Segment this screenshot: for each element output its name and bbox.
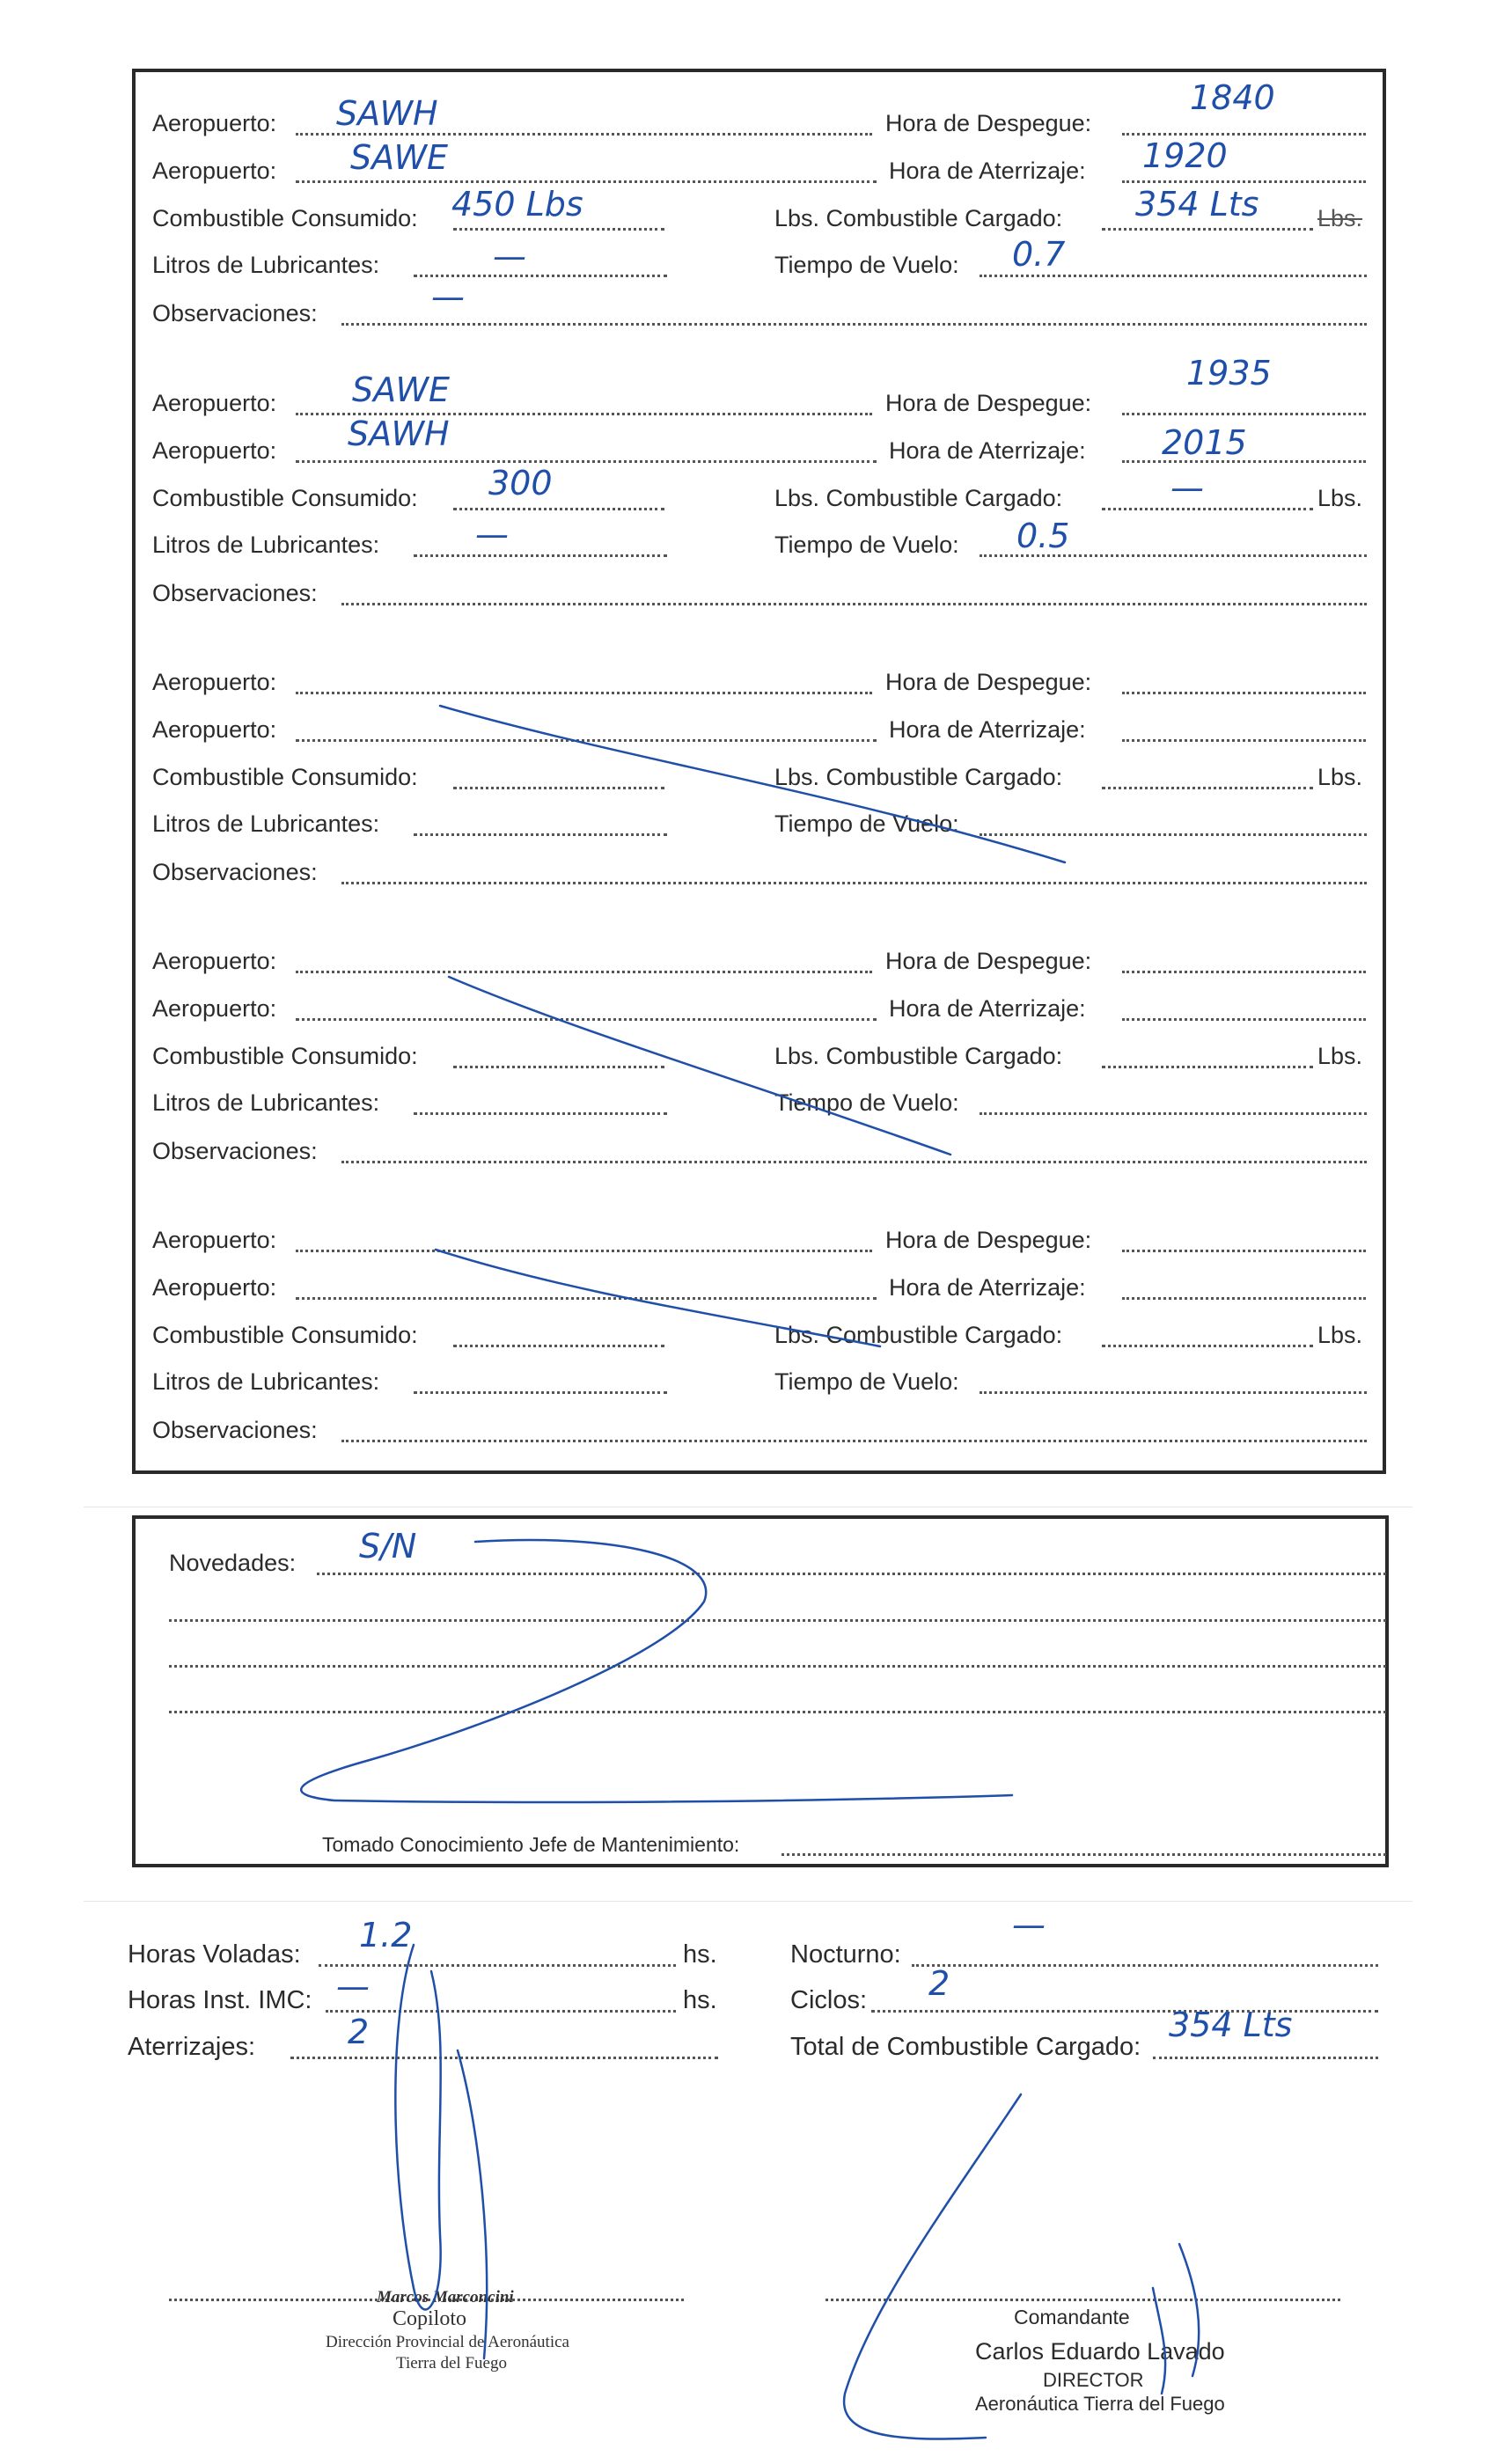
copiloto-stamp-name: Marcos Marconcini (377, 2288, 514, 2306)
landing-label: Hora de Aterrizaje: (889, 716, 1086, 743)
takeoff-label: Hora de Despegue: (885, 948, 1092, 974)
observations-label: Observaciones: (152, 1138, 318, 1164)
fuel-loaded-label: Lbs. Combustible Cargado: (774, 1043, 1063, 1069)
cancel-stroke-block-5 (436, 1250, 880, 1346)
fuel-consumed-value[interactable]: 450 Lbs (451, 185, 583, 224)
cancel-stroke-block-3 (440, 706, 1065, 862)
ciclos-label: Ciclos: (790, 1986, 868, 2014)
fuel-loaded-value[interactable]: 354 Lts (1135, 185, 1259, 224)
ciclos-value[interactable]: 2 (928, 1964, 950, 2003)
observations-label: Observaciones: (152, 1417, 318, 1443)
airport-to-value[interactable]: SAWH (348, 414, 450, 453)
airport-from-value[interactable]: SAWE (352, 370, 451, 409)
aterrizajes-value[interactable]: 2 (348, 2013, 370, 2051)
airport-from-label: Aeropuerto: (152, 110, 277, 136)
airport-to-label: Aeropuerto: (152, 716, 277, 743)
airport-to-label: Aeropuerto: (152, 1274, 277, 1301)
lbs-unit: Lbs. (1317, 764, 1363, 790)
nocturno-value[interactable]: — (1012, 1905, 1046, 1944)
horas-voladas-value[interactable]: 1.2 (359, 1916, 413, 1954)
ack-label: Tomado Conocimiento Jefe de Mantenimiento: (322, 1833, 740, 1856)
horas-imc-value[interactable]: — (336, 1967, 370, 2006)
comandante-label: Comandante (1014, 2306, 1130, 2328)
fuel-loaded-label: Lbs. Combustible Cargado: (774, 1322, 1063, 1348)
observations-value[interactable]: — (431, 277, 465, 316)
lubricants-label: Litros de Lubricantes: (152, 1089, 380, 1116)
total-combustible-value[interactable]: 354 Lts (1169, 2006, 1293, 2044)
hs-unit: hs. (683, 1940, 717, 1969)
flight-time-label: Tiempo de Vuelo: (774, 1368, 959, 1395)
landing-label: Hora de Aterrizaje: (889, 437, 1086, 464)
comandante-org: Aeronáutica Tierra del Fuego (975, 2393, 1225, 2415)
fuel-consumed-label: Combustible Consumido: (152, 1043, 418, 1069)
takeoff-label: Hora de Despegue: (885, 110, 1092, 136)
copiloto-stamp-role: Copiloto (393, 2307, 467, 2330)
comandante-signature (844, 2094, 1199, 2439)
landing-value[interactable]: 2015 (1162, 423, 1247, 462)
copiloto-stamp-place: Tierra del Fuego (396, 2354, 507, 2372)
novedades-value[interactable]: S/N (359, 1527, 417, 1566)
comandante-name: Carlos Eduardo Lavado (975, 2338, 1225, 2365)
airport-to-label: Aeropuerto: (152, 158, 277, 184)
flight-time-label: Tiempo de Vuelo: (774, 810, 959, 837)
landing-label: Hora de Aterrizaje: (889, 1274, 1086, 1301)
lubricants-label: Litros de Lubricantes: (152, 532, 380, 558)
lbs-unit: Lbs. (1317, 205, 1363, 231)
aterrizajes-label: Aterrizajes: (128, 2033, 256, 2061)
lubricants-value[interactable]: — (493, 237, 526, 275)
fuel-loaded-label: Lbs. Combustible Cargado: (774, 205, 1063, 231)
takeoff-value[interactable]: 1935 (1186, 354, 1272, 392)
fuel-consumed-label: Combustible Consumido: (152, 205, 418, 231)
comandante-role: DIRECTOR (1043, 2369, 1144, 2391)
lubricants-label: Litros de Lubricantes: (152, 1368, 380, 1395)
airport-from-label: Aeropuerto: (152, 669, 277, 695)
airport-to-label: Aeropuerto: (152, 995, 277, 1022)
fuel-loaded-value[interactable]: — (1170, 468, 1204, 507)
landing-label: Hora de Aterrizaje: (889, 158, 1086, 184)
airport-from-value[interactable]: SAWH (336, 94, 438, 133)
horas-voladas-label: Horas Voladas: (128, 1940, 301, 1969)
airport-from-label: Aeropuerto: (152, 390, 277, 416)
lubricants-label: Litros de Lubricantes: (152, 810, 380, 837)
novedades-label: Novedades: (169, 1550, 297, 1576)
airport-from-label: Aeropuerto: (152, 1227, 277, 1253)
lubricants-label: Litros de Lubricantes: (152, 252, 380, 278)
airport-to-value[interactable]: SAWE (350, 138, 449, 177)
takeoff-value[interactable]: 1840 (1190, 78, 1275, 117)
fuel-consumed-label: Combustible Consumido: (152, 1322, 418, 1348)
cancel-stroke-block-4 (449, 977, 950, 1155)
lbs-unit: Lbs. (1317, 485, 1363, 511)
observations-label: Observaciones: (152, 859, 318, 885)
lubricants-value[interactable]: — (475, 515, 509, 554)
fuel-consumed-value[interactable]: 300 (488, 464, 553, 502)
total-combustible-label: Total de Combustible Cargado: (790, 2033, 1141, 2061)
flight-time-label: Tiempo de Vuelo: (774, 1089, 959, 1116)
cancel-stroke-novedades (301, 1540, 1012, 1802)
takeoff-label: Hora de Despegue: (885, 390, 1092, 416)
landing-label: Hora de Aterrizaje: (889, 995, 1086, 1022)
airport-from-label: Aeropuerto: (152, 948, 277, 974)
lbs-unit: Lbs. (1317, 1322, 1363, 1348)
hs-unit: hs. (683, 1986, 717, 2014)
copiloto-signature (395, 1945, 487, 2358)
lbs-unit: Lbs. (1317, 1043, 1363, 1069)
fuel-consumed-label: Combustible Consumido: (152, 764, 418, 790)
takeoff-label: Hora de Despegue: (885, 669, 1092, 695)
flight-time-value[interactable]: 0.5 (1016, 517, 1070, 555)
landing-value[interactable]: 1920 (1142, 136, 1228, 175)
copiloto-stamp-org: Dirección Provincial de Aeronáutica (326, 2333, 569, 2351)
fuel-loaded-label: Lbs. Combustible Cargado: (774, 485, 1063, 511)
nocturno-label: Nocturno: (790, 1940, 901, 1969)
flight-time-label: Tiempo de Vuelo: (774, 532, 959, 558)
flight-time-label: Tiempo de Vuelo: (774, 252, 959, 278)
airport-to-label: Aeropuerto: (152, 437, 277, 464)
fuel-consumed-label: Combustible Consumido: (152, 485, 418, 511)
flight-time-value[interactable]: 0.7 (1012, 235, 1066, 274)
horas-imc-label: Horas Inst. IMC: (128, 1986, 312, 2014)
observations-label: Observaciones: (152, 300, 318, 326)
fuel-loaded-label: Lbs. Combustible Cargado: (774, 764, 1063, 790)
observations-label: Observaciones: (152, 580, 318, 606)
takeoff-label: Hora de Despegue: (885, 1227, 1092, 1253)
